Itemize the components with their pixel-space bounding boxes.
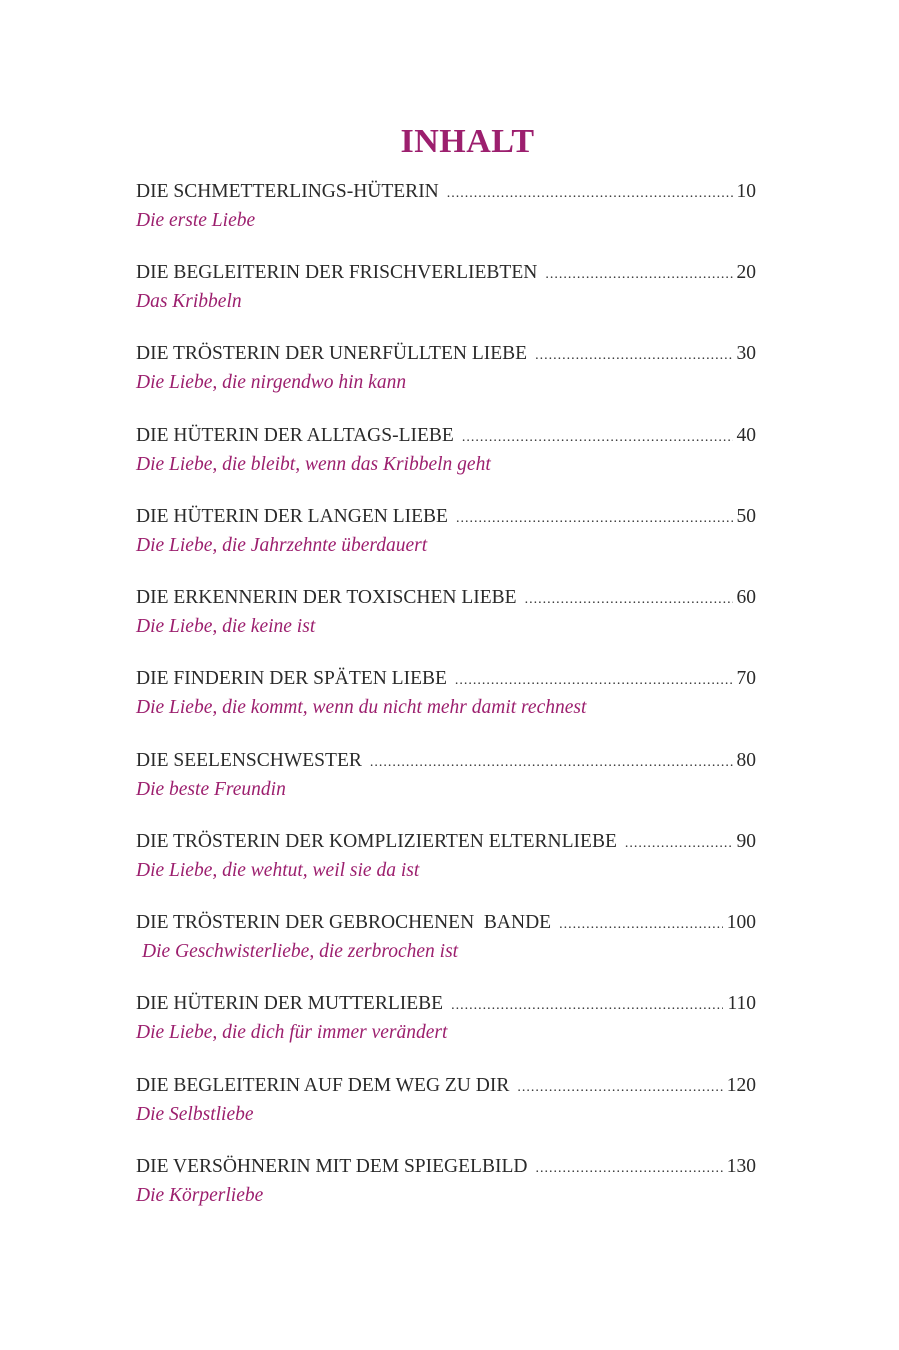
toc-entry-subtitle: Die Körperliebe <box>136 1185 264 1206</box>
toc-entry-page: 90 <box>736 831 756 852</box>
toc-entry-title: DIE HÜTERIN DER MUTTERLIEBE <box>136 993 444 1014</box>
dot-leader <box>535 342 732 370</box>
toc-entry[interactable] <box>136 259 756 315</box>
toc-entry-title: DIE SEELENSCHWESTER <box>136 750 362 771</box>
toc-entry[interactable] <box>136 178 756 234</box>
toc-entry[interactable] <box>136 665 756 721</box>
toc-entry-line <box>136 503 756 533</box>
toc-entry-subtitle: Die Liebe, die dich für immer verändert <box>136 1022 448 1043</box>
toc-entry-line <box>136 665 756 695</box>
toc-entry-title: DIE TRÖSTERIN DER KOMPLIZIERTEN ELTERNLIEBE <box>136 831 617 852</box>
toc-entry[interactable] <box>136 828 756 884</box>
toc-entry-subtitle: Die Liebe, die kommt, wenn du nicht mehr damit rechnest <box>136 697 587 718</box>
toc-entry-line <box>136 340 756 370</box>
toc-entry-subtitle: Das Kribbeln <box>136 291 242 312</box>
toc-entry-page: 80 <box>736 750 756 771</box>
toc-entry-line <box>136 990 756 1020</box>
toc-entry-subtitle: Die Liebe, die nirgendwo hin kann <box>136 372 407 393</box>
toc-entry[interactable] <box>136 747 756 803</box>
toc-entry-page: 20 <box>736 262 756 283</box>
toc-entry-title: DIE VERSÖHNERIN MIT DEM SPIEGELBILD <box>136 1156 528 1177</box>
dot-leader <box>625 830 733 858</box>
toc-entry-subtitle: Die Selbstliebe <box>136 1104 254 1125</box>
toc-entry-page: 30 <box>736 343 756 364</box>
dot-leader <box>517 1074 722 1102</box>
toc-entry-subtitle: Die beste Freundin <box>136 779 286 800</box>
toc-entry-page: 130 <box>726 1156 756 1177</box>
toc-entry-title: DIE TRÖSTERIN DER UNERFÜLLTEN LIEBE <box>136 343 528 364</box>
toc-entry-line <box>136 1072 756 1102</box>
toc-entry-line <box>136 828 756 858</box>
toc-entry-title: DIE BEGLEITERIN DER FRISCHVERLIEBTEN <box>136 262 538 283</box>
toc-entry-page: 60 <box>736 587 756 608</box>
toc-entry-subtitle: Die Liebe, die keine ist <box>136 616 316 637</box>
toc-entry[interactable] <box>136 909 756 965</box>
toc-entry[interactable] <box>136 1072 756 1128</box>
toc-entry-subtitle: Die Liebe, die wehtut, weil sie da ist <box>136 860 420 881</box>
toc-entry-page: 120 <box>726 1075 756 1096</box>
toc-entry-page: 70 <box>736 668 756 689</box>
toc-entry-page: 100 <box>726 912 756 933</box>
toc-entry-line <box>136 259 756 289</box>
toc-entry-line <box>136 909 756 939</box>
dot-leader <box>545 261 732 289</box>
toc-entry-title: DIE HÜTERIN DER ALLTAGS-LIEBE <box>136 425 454 446</box>
toc-entry-subtitle: Die Geschwisterliebe, die zerbrochen ist <box>142 941 459 962</box>
dot-leader <box>462 424 733 452</box>
dot-leader <box>370 749 733 777</box>
dot-leader <box>455 667 733 695</box>
toc-entry-title: DIE TRÖSTERIN DER GEBROCHENEN BANDE <box>136 912 552 933</box>
dot-leader <box>559 911 723 939</box>
toc-entry-page: 50 <box>736 506 756 527</box>
toc-entry-subtitle: Die Liebe, die bleibt, wenn das Kribbeln geht <box>136 454 491 475</box>
toc-entry-title: DIE FINDERIN DER SPÄTEN LIEBE <box>136 668 447 689</box>
dot-leader <box>447 180 733 208</box>
toc-entry-title: DIE BEGLEITERIN AUF DEM WEG ZU DIR <box>136 1075 510 1096</box>
toc-entry[interactable] <box>136 503 756 559</box>
toc-entry[interactable] <box>136 990 756 1046</box>
toc-entry-page: 110 <box>727 993 756 1014</box>
toc-entry-title: DIE ERKENNERIN DER TOXISCHEN LIEBE <box>136 587 517 608</box>
toc-entry-title: DIE HÜTERIN DER LANGEN LIEBE <box>136 506 448 527</box>
toc-entry-line <box>136 584 756 614</box>
page-title: INHALT <box>400 123 535 160</box>
toc-entry[interactable] <box>136 422 756 478</box>
toc-entry-page: 40 <box>736 425 756 446</box>
toc-entry-title: DIE SCHMETTERLINGS-HÜTERIN <box>136 181 439 202</box>
dot-leader <box>525 586 733 614</box>
dot-leader <box>535 1155 722 1183</box>
toc-entry-subtitle: Die Liebe, die Jahrzehnte überdauert <box>136 535 428 556</box>
toc-entry-line <box>136 178 756 208</box>
dot-leader <box>451 992 723 1020</box>
toc-entry-subtitle: Die erste Liebe <box>136 210 256 231</box>
toc-entry-line <box>136 1153 756 1183</box>
toc-entry[interactable] <box>136 1153 756 1209</box>
toc-entry-line <box>136 747 756 777</box>
dot-leader <box>456 505 733 533</box>
toc-entry-page: 10 <box>736 181 756 202</box>
toc-entry[interactable] <box>136 584 756 640</box>
toc-entry[interactable] <box>136 340 756 396</box>
toc-entry-line <box>136 422 756 452</box>
